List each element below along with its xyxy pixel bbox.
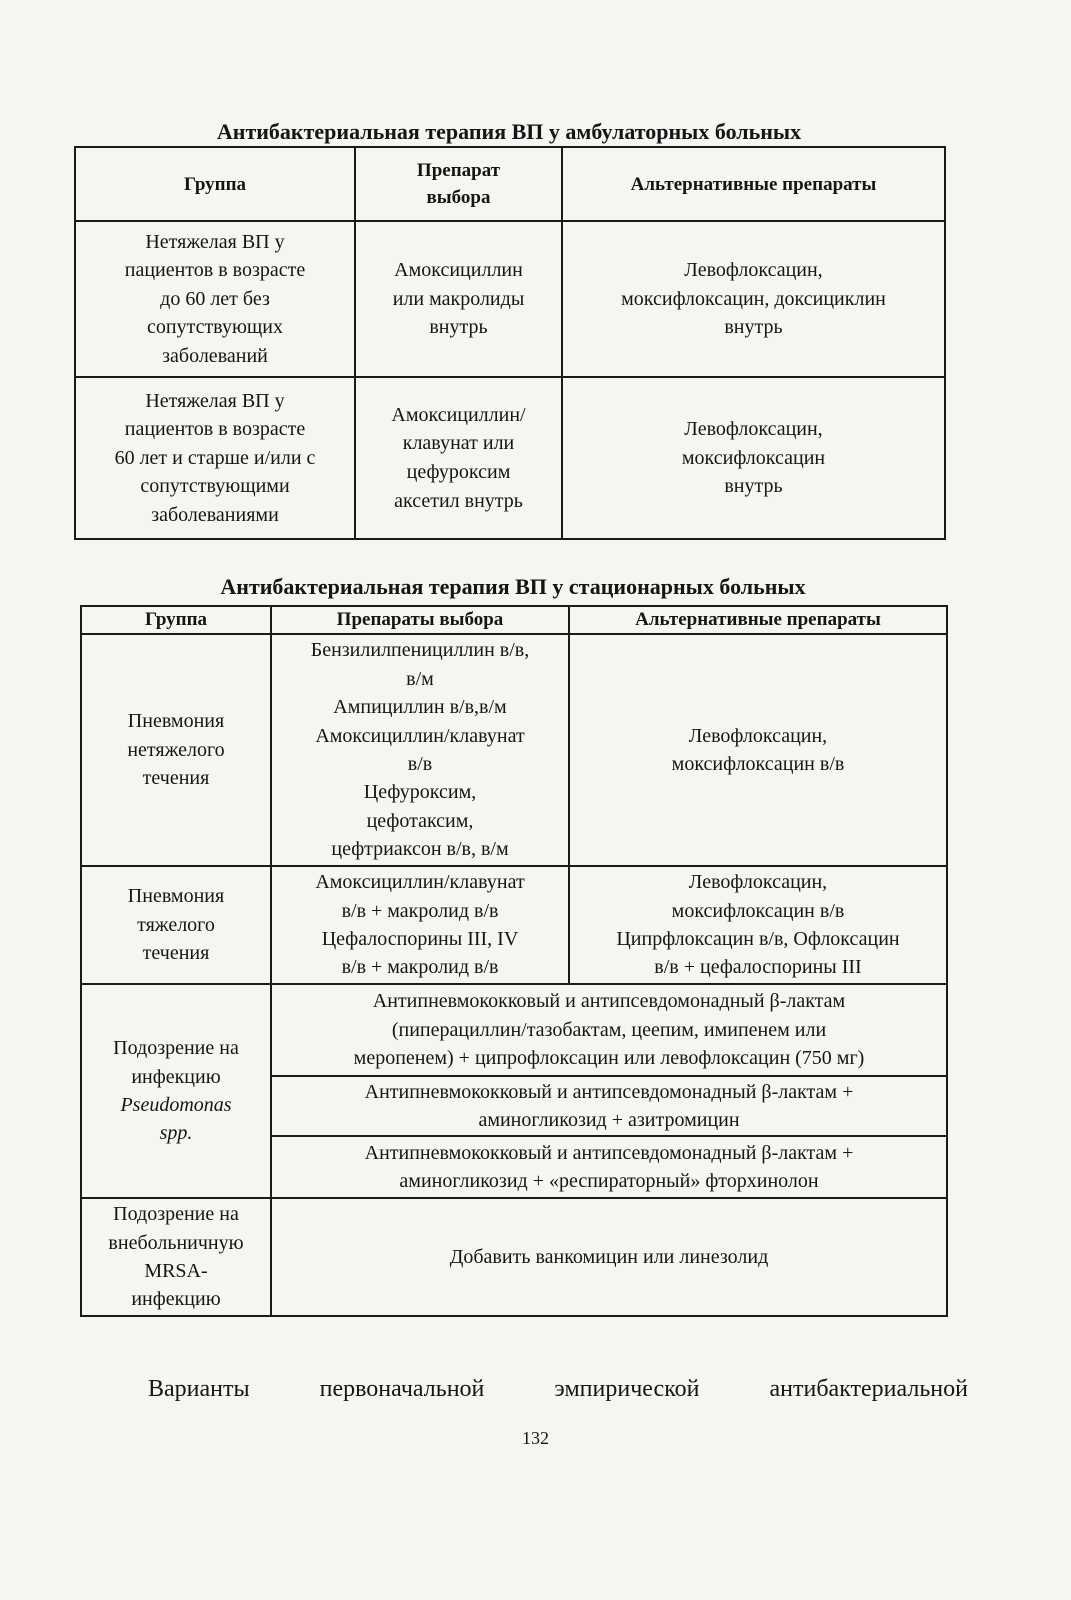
pseudomonas-group-text: Подозрение на инфекцию [113,1037,239,1088]
therapy-option-cell: Добавить ванкомицин или линезолид [271,1198,947,1316]
alternative-cell: Левофлоксацин, моксифлоксацин, доксициклин внутрь [562,221,945,377]
table-row [81,984,947,1076]
table-header-row [75,147,945,221]
pseudomonas-pathogen: Pseudomonas spp. [120,1094,232,1145]
group-cell: Пневмония нетяжелого течения [81,634,271,866]
table-row [75,377,945,539]
therapy-option-cell: Антипневмококковый и антипсевдомонадный β-лактам + аминогликозид + азитромицин [271,1076,947,1136]
page-number: 132 [522,1428,549,1448]
table-header-row [81,606,947,634]
header-alternative: Альтернативные препараты [562,147,945,221]
choice-cell: Амоксициллин/ клавунат или цефуроксим аксетил внутрь [355,377,562,539]
body-paragraph [148,1376,968,1403]
paragraph-word: антибактериальной [769,1376,968,1402]
alternative-cell: Левофлоксацин, моксифлоксацин в/в [569,634,947,866]
outpatient-table-title: Антибактериальная терапия ВП у амбулаторных больных [216,119,802,144]
therapy-option-cell: Антипневмококковый и антипсевдомонадный β-лактам (пиперациллин/тазобактам, цеепим, имипенем или меропенем) + ципрофлоксацин или левофлоксацин (750 мг) [271,984,947,1076]
choice-cell: Амоксициллин или макролиды внутрь [355,221,562,377]
alternative-cell: Левофлоксацин, моксифлоксацин внутрь [562,377,945,539]
table-row [81,1198,947,1316]
header-group: Группа [75,147,355,221]
paragraph-word: первоначальной [319,1376,485,1402]
therapy-option-cell: Антипневмококковый и антипсевдомонадный β-лактам + аминогликозид + «респираторный» фторхинолон [271,1136,947,1198]
inpatient-therapy-table [80,605,948,1317]
header-group: Группа [81,606,271,634]
paragraph-word: эмпирической [554,1376,700,1402]
inpatient-table-title: Антибактериальная терапия ВП у стационарных больных [220,574,806,599]
table-row [81,634,947,866]
header-alternative: Альтернативные препараты [569,606,947,634]
group-cell: Нетяжелая ВП у пациентов в возрасте до 60 лет без сопутствующих заболеваний [75,221,355,377]
header-drugs-of-choice: Препараты выбора [271,606,569,634]
choice-cell: Амоксициллин/клавунат в/в + макролид в/в Цефалоспорины III, IV в/в + макролид в/в [271,866,569,984]
outpatient-therapy-table [74,146,946,540]
alternative-cell: Левофлоксацин, моксифлоксацин в/в Ципрфлоксацин в/в, Офлоксацин в/в + цефалоспорины III [569,866,947,984]
group-cell: Подозрение на внебольничную MRSA- инфекцию [81,1198,271,1316]
group-cell [81,984,271,1198]
choice-cell: Бензилилпенициллин в/в, в/м Ампициллин в/в,в/м Амоксициллин/клавунат в/в Цефуроксим, цефотаксим, цефтриаксон в/в, в/м [271,634,569,866]
table-row [81,866,947,984]
group-cell: Нетяжелая ВП у пациентов в возрасте 60 лет и старше и/или с сопутствующими заболеваниями [75,377,355,539]
paragraph-word: Варианты [148,1376,250,1402]
group-cell: Пневмония тяжелого течения [81,866,271,984]
table-row [75,221,945,377]
header-drug-of-choice: Препарат выбора [355,147,562,221]
